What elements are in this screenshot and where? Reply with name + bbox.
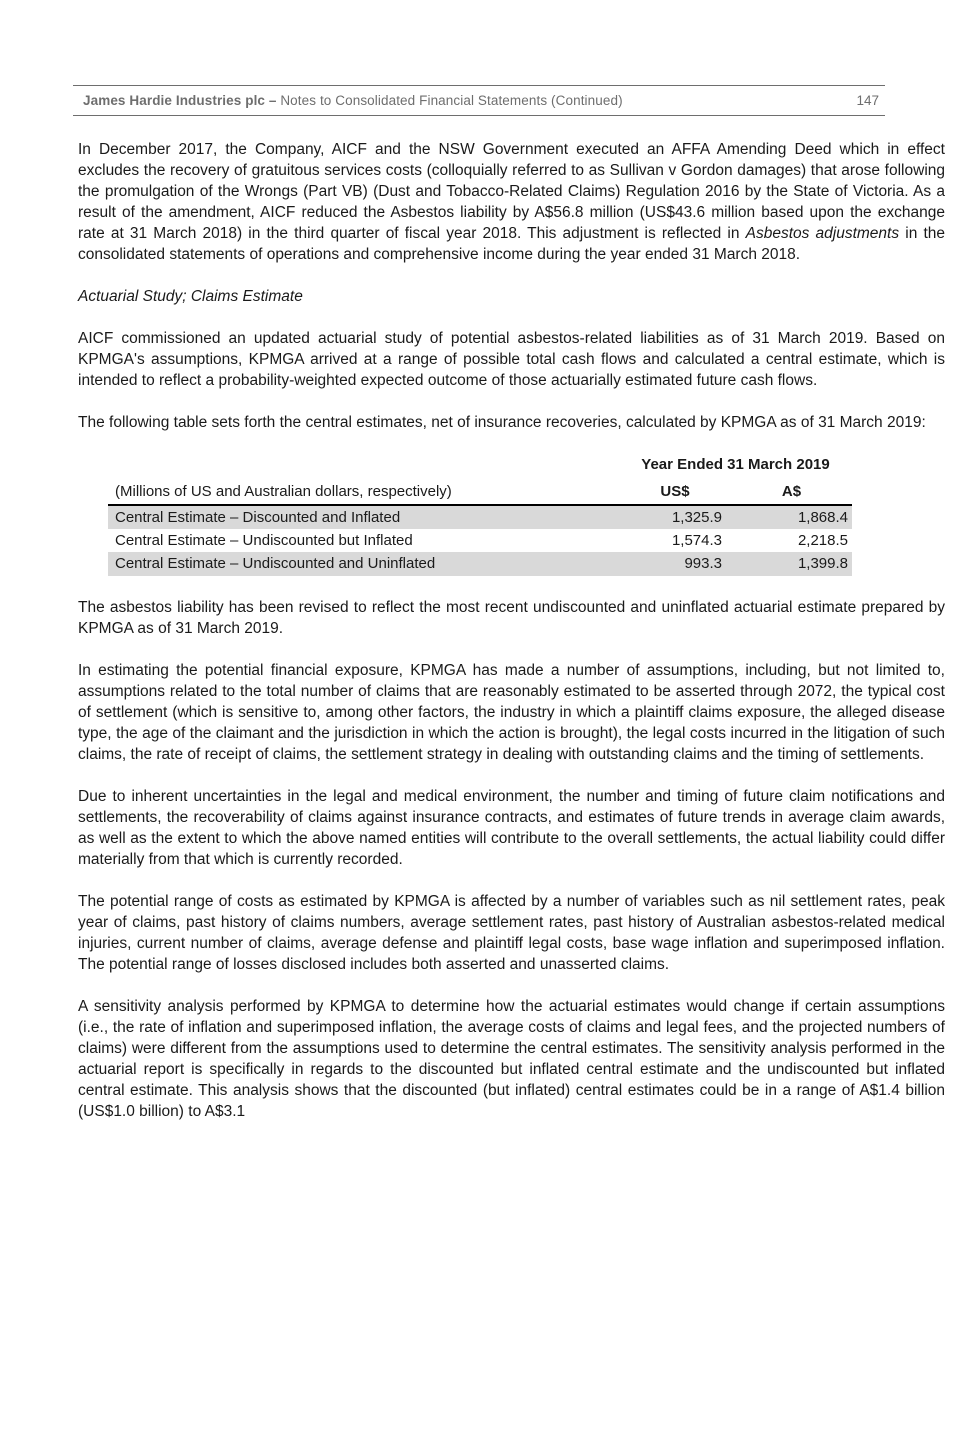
- paragraph-affa-amending-deed: [78, 139, 945, 265]
- table-column-header-row: [108, 481, 852, 505]
- paragraph-following-table: The following table sets forth the central estimates, net of insurance recoveries, calculated by KPMGA as of 31 March 2019:: [78, 414, 926, 431]
- table-row: [108, 505, 852, 529]
- document-page: [0, 85, 965, 1450]
- row-usd-value: 1,574.3: [671, 531, 722, 549]
- page-number: 147: [856, 93, 879, 108]
- row-label: Central Estimate – Undiscounted but Inflated: [115, 531, 413, 549]
- row-label: Central Estimate – Undiscounted and Uninflated: [108, 552, 619, 576]
- paragraph-sensitivity-analysis: A sensitivity analysis performed by KPMGA to determine how the actuarial estimates would change if certain assumptions (i.e., the rate of inflation and superimposed inflation, the average costs of claims and legal fees, and the projected numbers of claims) were different from the assumptions used to determine the central estimates. The sensitivity analysis performed in the actuarial report is specifically in regards to the discounted but inflated central estimate and the undiscounted but inflated central estimate. This analysis shows that the discounted (but inflated) central estimates could be in a range of A$1.4 billion (US$1.0 billion) to A$3.1: [78, 997, 945, 1120]
- table-col-usd: US$: [619, 481, 731, 505]
- row-usd-value: 1,325.9: [619, 505, 731, 529]
- central-estimates-table-wrap: [108, 454, 852, 576]
- paragraph-aicf-commissioned: AICF commissioned an updated actuarial study of potential asbestos-related liabilities as of 31 March 2019. Based on KPMGA's assumptions, KPMGA arrived at a range of possible total cash flows and calculated a central estimate, which is intended to reflect a probability-weighted expected outcome of those actuarially estimated future cash flows.: [78, 330, 945, 389]
- header-title-subtitle: Notes to Consolidated Financial Statements (Continued): [276, 93, 623, 108]
- section-heading-actuarial-study: Actuarial Study; Claims Estimate: [78, 288, 303, 305]
- row-aud-value: 2,218.5: [797, 531, 848, 549]
- row-label: Central Estimate – Discounted and Inflated: [108, 505, 619, 529]
- paragraph-asbestos-liability-revised: The asbestos liability has been revised to reflect the most recent undiscounted and uninflated actuarial estimate prepared by KPMGA as of 31 March 2019.: [78, 598, 945, 637]
- paragraph-text: In December 2017, the Company, AICF and the NSW Government executed an AFFA Amending Deed which in effect excludes the recovery of gratuitous services costs (colloquially referred to as Sullivan v Gordon damages) that arose following the promulgation of the Wrongs (Part VB) (Dust and Tobacco-Related Claims) Regulation 2016 by the State of Victoria. As a result of the amendment, AICF reduced the Asbestos liability by A$56.8 million (US$43.6 million based upon the exchange rate at 31 March 2018) in the third quarter of fiscal year 2018. This adjustment is reflected in: [78, 141, 945, 242]
- central-estimates-table: [108, 454, 852, 576]
- header-title-company: James Hardie Industries plc –: [83, 93, 277, 108]
- table-year-header: Year Ended 31 March 2019: [641, 456, 830, 473]
- table-col-aud: A$: [731, 481, 852, 505]
- table-row: [108, 552, 852, 576]
- header-title: [83, 93, 623, 108]
- running-header: [73, 85, 885, 116]
- paragraph-inherent-uncertainties: Due to inherent uncertainties in the legal and medical environment, the number and timing of future claim notifications and settlements, the recoverability of claims against insurance contracts, and estimates of future trends in average claim awards, as well as the extent to which the above named entities will contribute to the overall settlements, the actual liability could differ materially from that which is currently recorded.: [78, 787, 945, 868]
- row-usd-value: 993.3: [619, 552, 731, 576]
- row-aud-value: 1,399.8: [731, 552, 852, 576]
- row-aud-value: 1,868.4: [731, 505, 852, 529]
- paragraph-text: in the consolidated statements of operations and comprehensive income during the year ended 31 March 2018.: [78, 225, 945, 263]
- asbestos-adjustments-italic: Asbestos adjustments: [745, 225, 900, 242]
- page-body: [78, 139, 945, 1122]
- table-row: [108, 529, 852, 553]
- paragraph-estimating-exposure: In estimating the potential financial exposure, KPMGA has made a number of assumptions, including, but not limited to, assumptions related to the total number of claims that are reasonably estimated to be asserted through 2072, the typical cost of settlement (which is sensitive to, among other factors, the industry in which a plaintiff claims exposure, the alleged disease type, the age of the claimant and the jurisdiction in which the action is brought), the legal costs incurred in the litigation of such claims, the rate of receipt of claims, the settlement strategy in dealing with outstanding claims and the timing of settlements.: [78, 661, 945, 763]
- paragraph-potential-range: The potential range of costs as estimated by KPMGA is affected by a number of variables such as nil settlement rates, peak year of claims, past history of claims numbers, average settlement rates, past history of Australian asbestos-related medical injuries, current number of claims, average defense and plaintiff legal costs, base wage inflation and superimposed inflation. The potential range of losses disclosed includes both asserted and unasserted claims.: [78, 892, 945, 973]
- table-empty-cell: [108, 454, 619, 481]
- table-caption: (Millions of US and Australian dollars, respectively): [108, 481, 619, 505]
- table-year-header-row: [108, 454, 852, 481]
